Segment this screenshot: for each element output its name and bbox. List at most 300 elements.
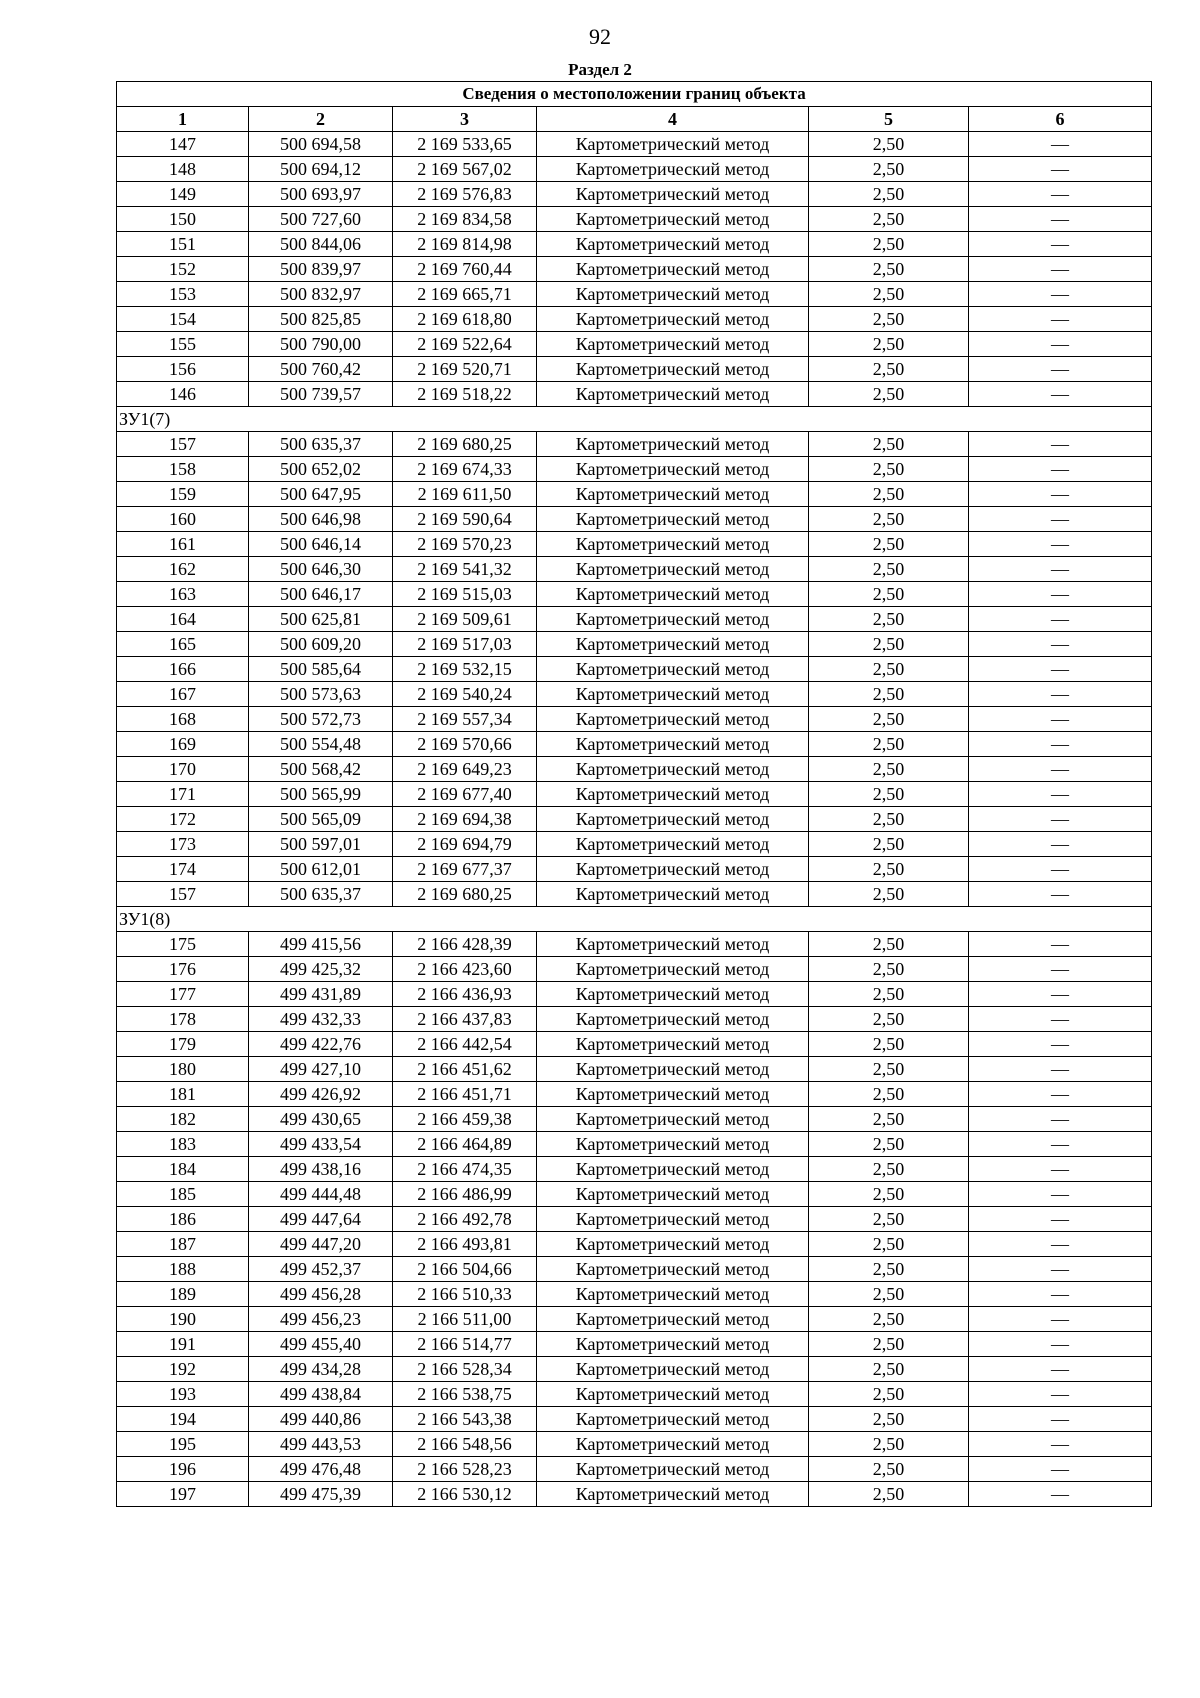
y-coordinate-cell: 2 169 570,66 — [393, 732, 537, 757]
accuracy-cell: 2,50 — [809, 1182, 969, 1207]
accuracy-cell: 2,50 — [809, 732, 969, 757]
table-row — [117, 932, 1152, 957]
x-coordinate-cell: 499 415,56 — [249, 932, 393, 957]
table-row — [117, 682, 1152, 707]
method-cell: Картометрический метод — [537, 1332, 809, 1357]
point-number-cell: 186 — [117, 1207, 249, 1232]
description-cell: — — [969, 657, 1152, 682]
accuracy-cell: 2,50 — [809, 807, 969, 832]
description-cell: — — [969, 1207, 1152, 1232]
y-coordinate-cell: 2 169 509,61 — [393, 607, 537, 632]
accuracy-cell: 2,50 — [809, 1132, 969, 1157]
table-row — [117, 557, 1152, 582]
x-coordinate-cell: 500 635,37 — [249, 882, 393, 907]
y-coordinate-cell: 2 166 428,39 — [393, 932, 537, 957]
x-coordinate-cell: 499 432,33 — [249, 1007, 393, 1032]
description-cell: — — [969, 1157, 1152, 1182]
method-cell: Картометрический метод — [537, 1407, 809, 1432]
y-coordinate-cell: 2 169 665,71 — [393, 282, 537, 307]
table-row — [117, 1082, 1152, 1107]
x-coordinate-cell: 499 438,84 — [249, 1382, 393, 1407]
y-coordinate-cell: 2 169 611,50 — [393, 482, 537, 507]
x-coordinate-cell: 500 554,48 — [249, 732, 393, 757]
method-cell: Картометрический метод — [537, 1282, 809, 1307]
description-cell: — — [969, 332, 1152, 357]
method-cell: Картометрический метод — [537, 832, 809, 857]
point-number-cell: 168 — [117, 707, 249, 732]
x-coordinate-cell: 499 452,37 — [249, 1257, 393, 1282]
y-coordinate-cell: 2 169 541,32 — [393, 557, 537, 582]
column-header: 4 — [537, 107, 809, 132]
method-cell: Картометрический метод — [537, 457, 809, 482]
table-row — [117, 1232, 1152, 1257]
point-number-cell: 176 — [117, 957, 249, 982]
point-number-cell: 194 — [117, 1407, 249, 1432]
accuracy-cell: 2,50 — [809, 207, 969, 232]
y-coordinate-cell: 2 169 570,23 — [393, 532, 537, 557]
method-cell: Картометрический метод — [537, 1082, 809, 1107]
table-row — [117, 282, 1152, 307]
table-row — [117, 807, 1152, 832]
y-coordinate-cell: 2 166 504,66 — [393, 1257, 537, 1282]
method-cell: Картометрический метод — [537, 1007, 809, 1032]
description-cell: — — [969, 157, 1152, 182]
table-row — [117, 757, 1152, 782]
accuracy-cell: 2,50 — [809, 232, 969, 257]
description-cell: — — [969, 1032, 1152, 1057]
y-coordinate-cell: 2 169 520,71 — [393, 357, 537, 382]
table-row — [117, 457, 1152, 482]
method-cell: Картометрический метод — [537, 1157, 809, 1182]
description-cell: — — [969, 557, 1152, 582]
point-number-cell: 147 — [117, 132, 249, 157]
y-coordinate-cell: 2 166 459,38 — [393, 1107, 537, 1132]
description-cell: — — [969, 932, 1152, 957]
description-cell: — — [969, 1282, 1152, 1307]
x-coordinate-cell: 500 694,58 — [249, 132, 393, 157]
table-caption-row — [117, 82, 1152, 107]
description-cell: — — [969, 1107, 1152, 1132]
table-row — [117, 582, 1152, 607]
x-coordinate-cell: 499 455,40 — [249, 1332, 393, 1357]
method-cell: Картометрический метод — [537, 232, 809, 257]
method-cell: Картометрический метод — [537, 1182, 809, 1207]
accuracy-cell: 2,50 — [809, 1382, 969, 1407]
y-coordinate-cell: 2 166 543,38 — [393, 1407, 537, 1432]
table-row — [117, 157, 1152, 182]
group-label: ЗУ1(8) — [117, 907, 1152, 932]
table-row — [117, 857, 1152, 882]
point-number-cell: 151 — [117, 232, 249, 257]
point-number-cell: 158 — [117, 457, 249, 482]
description-cell: — — [969, 682, 1152, 707]
table-row — [117, 832, 1152, 857]
x-coordinate-cell: 499 476,48 — [249, 1457, 393, 1482]
x-coordinate-cell: 500 647,95 — [249, 482, 393, 507]
point-number-cell: 178 — [117, 1007, 249, 1032]
y-coordinate-cell: 2 169 532,15 — [393, 657, 537, 682]
table-row — [117, 357, 1152, 382]
table-row — [117, 232, 1152, 257]
x-coordinate-cell: 499 447,20 — [249, 1232, 393, 1257]
point-number-cell: 188 — [117, 1257, 249, 1282]
accuracy-cell: 2,50 — [809, 1282, 969, 1307]
y-coordinate-cell: 2 169 590,64 — [393, 507, 537, 532]
table-row — [117, 207, 1152, 232]
y-coordinate-cell: 2 169 515,03 — [393, 582, 537, 607]
y-coordinate-cell: 2 166 436,93 — [393, 982, 537, 1007]
accuracy-cell: 2,50 — [809, 682, 969, 707]
accuracy-cell: 2,50 — [809, 1432, 969, 1457]
y-coordinate-cell: 2 166 486,99 — [393, 1182, 537, 1207]
description-cell: — — [969, 1082, 1152, 1107]
method-cell: Картометрический метод — [537, 957, 809, 982]
table-header-row — [117, 107, 1152, 132]
point-number-cell: 164 — [117, 607, 249, 632]
description-cell: — — [969, 532, 1152, 557]
point-number-cell: 163 — [117, 582, 249, 607]
point-number-cell: 191 — [117, 1332, 249, 1357]
table-row — [117, 1107, 1152, 1132]
method-cell: Картометрический метод — [537, 1307, 809, 1332]
description-cell: — — [969, 857, 1152, 882]
y-coordinate-cell: 2 166 510,33 — [393, 1282, 537, 1307]
accuracy-cell: 2,50 — [809, 1057, 969, 1082]
x-coordinate-cell: 500 693,97 — [249, 182, 393, 207]
point-number-cell: 185 — [117, 1182, 249, 1207]
method-cell: Картометрический метод — [537, 857, 809, 882]
y-coordinate-cell: 2 166 538,75 — [393, 1382, 537, 1407]
x-coordinate-cell: 500 760,42 — [249, 357, 393, 382]
y-coordinate-cell: 2 166 442,54 — [393, 1032, 537, 1057]
accuracy-cell: 2,50 — [809, 557, 969, 582]
method-cell: Картометрический метод — [537, 1432, 809, 1457]
method-cell: Картометрический метод — [537, 507, 809, 532]
description-cell: — — [969, 757, 1152, 782]
x-coordinate-cell: 500 572,73 — [249, 707, 393, 732]
group-row — [117, 407, 1152, 432]
table-row — [117, 607, 1152, 632]
point-number-cell: 195 — [117, 1432, 249, 1457]
x-coordinate-cell: 500 739,57 — [249, 382, 393, 407]
table-row — [117, 1007, 1152, 1032]
table-row — [117, 257, 1152, 282]
column-header: 1 — [117, 107, 249, 132]
accuracy-cell: 2,50 — [809, 382, 969, 407]
y-coordinate-cell: 2 166 492,78 — [393, 1207, 537, 1232]
point-number-cell: 161 — [117, 532, 249, 557]
point-number-cell: 175 — [117, 932, 249, 957]
y-coordinate-cell: 2 169 677,37 — [393, 857, 537, 882]
table-row — [117, 1057, 1152, 1082]
accuracy-cell: 2,50 — [809, 1407, 969, 1432]
table-row — [117, 1482, 1152, 1507]
point-number-cell: 157 — [117, 432, 249, 457]
description-cell: — — [969, 882, 1152, 907]
description-cell: — — [969, 1132, 1152, 1157]
table-row — [117, 1432, 1152, 1457]
method-cell: Картометрический метод — [537, 1032, 809, 1057]
description-cell: — — [969, 1307, 1152, 1332]
method-cell: Картометрический метод — [537, 757, 809, 782]
method-cell: Картометрический метод — [537, 1482, 809, 1507]
accuracy-cell: 2,50 — [809, 1332, 969, 1357]
accuracy-cell: 2,50 — [809, 1307, 969, 1332]
description-cell: — — [969, 607, 1152, 632]
accuracy-cell: 2,50 — [809, 1082, 969, 1107]
y-coordinate-cell: 2 169 814,98 — [393, 232, 537, 257]
description-cell: — — [969, 1182, 1152, 1207]
method-cell: Картометрический метод — [537, 282, 809, 307]
x-coordinate-cell: 500 612,01 — [249, 857, 393, 882]
accuracy-cell: 2,50 — [809, 1232, 969, 1257]
method-cell: Картометрический метод — [537, 632, 809, 657]
point-number-cell: 180 — [117, 1057, 249, 1082]
accuracy-cell: 2,50 — [809, 307, 969, 332]
y-coordinate-cell: 2 166 511,00 — [393, 1307, 537, 1332]
x-coordinate-cell: 499 426,92 — [249, 1082, 393, 1107]
x-coordinate-cell: 500 585,64 — [249, 657, 393, 682]
accuracy-cell: 2,50 — [809, 1032, 969, 1057]
x-coordinate-cell: 500 646,14 — [249, 532, 393, 557]
method-cell: Картометрический метод — [537, 182, 809, 207]
description-cell: — — [969, 632, 1152, 657]
table-row — [117, 707, 1152, 732]
description-cell: — — [969, 1007, 1152, 1032]
table-row — [117, 382, 1152, 407]
method-cell: Картометрический метод — [537, 532, 809, 557]
table-row — [117, 657, 1152, 682]
x-coordinate-cell: 500 646,98 — [249, 507, 393, 532]
group-label: ЗУ1(7) — [117, 407, 1152, 432]
y-coordinate-cell: 2 166 451,71 — [393, 1082, 537, 1107]
method-cell: Картометрический метод — [537, 582, 809, 607]
accuracy-cell: 2,50 — [809, 482, 969, 507]
table-row — [117, 1257, 1152, 1282]
method-cell: Картометрический метод — [537, 1207, 809, 1232]
y-coordinate-cell: 2 166 530,12 — [393, 1482, 537, 1507]
accuracy-cell: 2,50 — [809, 282, 969, 307]
description-cell: — — [969, 207, 1152, 232]
method-cell: Картометрический метод — [537, 932, 809, 957]
point-number-cell: 167 — [117, 682, 249, 707]
x-coordinate-cell: 499 440,86 — [249, 1407, 393, 1432]
point-number-cell: 169 — [117, 732, 249, 757]
accuracy-cell: 2,50 — [809, 582, 969, 607]
point-number-cell: 156 — [117, 357, 249, 382]
description-cell: — — [969, 782, 1152, 807]
point-number-cell: 177 — [117, 982, 249, 1007]
table-row — [117, 982, 1152, 1007]
table-row — [117, 1307, 1152, 1332]
accuracy-cell: 2,50 — [809, 157, 969, 182]
y-coordinate-cell: 2 169 522,64 — [393, 332, 537, 357]
point-number-cell: 196 — [117, 1457, 249, 1482]
point-number-cell: 171 — [117, 782, 249, 807]
accuracy-cell: 2,50 — [809, 507, 969, 532]
method-cell: Картометрический метод — [537, 307, 809, 332]
description-cell: — — [969, 1232, 1152, 1257]
description-cell: — — [969, 132, 1152, 157]
accuracy-cell: 2,50 — [809, 932, 969, 957]
table-row — [117, 1382, 1152, 1407]
y-coordinate-cell: 2 166 514,77 — [393, 1332, 537, 1357]
accuracy-cell: 2,50 — [809, 257, 969, 282]
point-number-cell: 154 — [117, 307, 249, 332]
description-cell: — — [969, 957, 1152, 982]
point-number-cell: 187 — [117, 1232, 249, 1257]
y-coordinate-cell: 2 169 540,24 — [393, 682, 537, 707]
table-caption: Сведения о местоположении границ объекта — [117, 82, 1152, 107]
table-row — [117, 732, 1152, 757]
y-coordinate-cell: 2 169 760,44 — [393, 257, 537, 282]
method-cell: Картометрический метод — [537, 682, 809, 707]
x-coordinate-cell: 499 433,54 — [249, 1132, 393, 1157]
method-cell: Картометрический метод — [537, 882, 809, 907]
point-number-cell: 162 — [117, 557, 249, 582]
x-coordinate-cell: 500 825,85 — [249, 307, 393, 332]
table-row — [117, 632, 1152, 657]
table-row — [117, 1032, 1152, 1057]
x-coordinate-cell: 500 646,30 — [249, 557, 393, 582]
table-row — [117, 1357, 1152, 1382]
y-coordinate-cell: 2 169 517,03 — [393, 632, 537, 657]
point-number-cell: 197 — [117, 1482, 249, 1507]
description-cell: — — [969, 307, 1152, 332]
point-number-cell: 174 — [117, 857, 249, 882]
point-number-cell: 189 — [117, 1282, 249, 1307]
x-coordinate-cell: 500 625,81 — [249, 607, 393, 632]
method-cell: Картометрический метод — [537, 557, 809, 582]
method-cell: Картометрический метод — [537, 1357, 809, 1382]
y-coordinate-cell: 2 169 680,25 — [393, 882, 537, 907]
point-number-cell: 190 — [117, 1307, 249, 1332]
description-cell: — — [969, 1432, 1152, 1457]
y-coordinate-cell: 2 169 834,58 — [393, 207, 537, 232]
accuracy-cell: 2,50 — [809, 782, 969, 807]
table-row — [117, 1157, 1152, 1182]
point-number-cell: 184 — [117, 1157, 249, 1182]
method-cell: Картометрический метод — [537, 1232, 809, 1257]
y-coordinate-cell: 2 166 423,60 — [393, 957, 537, 982]
description-cell: — — [969, 432, 1152, 457]
description-cell: — — [969, 582, 1152, 607]
table-row — [117, 182, 1152, 207]
x-coordinate-cell: 500 609,20 — [249, 632, 393, 657]
description-cell: — — [969, 182, 1152, 207]
point-number-cell: 155 — [117, 332, 249, 357]
accuracy-cell: 2,50 — [809, 707, 969, 732]
y-coordinate-cell: 2 166 437,83 — [393, 1007, 537, 1032]
accuracy-cell: 2,50 — [809, 632, 969, 657]
x-coordinate-cell: 500 652,02 — [249, 457, 393, 482]
point-number-cell: 183 — [117, 1132, 249, 1157]
method-cell: Картометрический метод — [537, 1257, 809, 1282]
table-row — [117, 507, 1152, 532]
method-cell: Картометрический метод — [537, 982, 809, 1007]
x-coordinate-cell: 500 839,97 — [249, 257, 393, 282]
method-cell: Картометрический метод — [537, 1107, 809, 1132]
accuracy-cell: 2,50 — [809, 332, 969, 357]
table-row — [117, 432, 1152, 457]
description-cell: — — [969, 707, 1152, 732]
method-cell: Картометрический метод — [537, 1382, 809, 1407]
x-coordinate-cell: 500 727,60 — [249, 207, 393, 232]
table-row — [117, 882, 1152, 907]
y-coordinate-cell: 2 169 557,34 — [393, 707, 537, 732]
y-coordinate-cell: 2 169 567,02 — [393, 157, 537, 182]
accuracy-cell: 2,50 — [809, 457, 969, 482]
method-cell: Картометрический метод — [537, 207, 809, 232]
y-coordinate-cell: 2 166 528,23 — [393, 1457, 537, 1482]
method-cell: Картометрический метод — [537, 1457, 809, 1482]
description-cell: — — [969, 1482, 1152, 1507]
description-cell: — — [969, 482, 1152, 507]
method-cell: Картометрический метод — [537, 782, 809, 807]
table-body — [117, 82, 1152, 1507]
accuracy-cell: 2,50 — [809, 532, 969, 557]
description-cell: — — [969, 732, 1152, 757]
method-cell: Картометрический метод — [537, 1132, 809, 1157]
method-cell: Картометрический метод — [537, 1057, 809, 1082]
y-coordinate-cell: 2 169 518,22 — [393, 382, 537, 407]
method-cell: Картометрический метод — [537, 607, 809, 632]
x-coordinate-cell: 500 568,42 — [249, 757, 393, 782]
description-cell: — — [969, 1057, 1152, 1082]
y-coordinate-cell: 2 169 649,23 — [393, 757, 537, 782]
table-row — [117, 1282, 1152, 1307]
table-row — [117, 1332, 1152, 1357]
accuracy-cell: 2,50 — [809, 1457, 969, 1482]
method-cell: Картометрический метод — [537, 807, 809, 832]
point-number-cell: 153 — [117, 282, 249, 307]
x-coordinate-cell: 499 427,10 — [249, 1057, 393, 1082]
x-coordinate-cell: 500 694,12 — [249, 157, 393, 182]
description-cell: — — [969, 807, 1152, 832]
point-number-cell: 149 — [117, 182, 249, 207]
description-cell: — — [969, 832, 1152, 857]
boundary-coordinates-table — [116, 81, 1152, 1507]
description-cell: — — [969, 1257, 1152, 1282]
x-coordinate-cell: 499 456,23 — [249, 1307, 393, 1332]
point-number-cell: 157 — [117, 882, 249, 907]
point-number-cell: 173 — [117, 832, 249, 857]
description-cell: — — [969, 1457, 1152, 1482]
x-coordinate-cell: 499 438,16 — [249, 1157, 393, 1182]
table-row — [117, 1182, 1152, 1207]
point-number-cell: 160 — [117, 507, 249, 532]
group-row — [117, 907, 1152, 932]
point-number-cell: 179 — [117, 1032, 249, 1057]
table-row — [117, 132, 1152, 157]
description-cell: — — [969, 457, 1152, 482]
method-cell: Картометрический метод — [537, 732, 809, 757]
x-coordinate-cell: 499 444,48 — [249, 1182, 393, 1207]
description-cell: — — [969, 1357, 1152, 1382]
x-coordinate-cell: 500 790,00 — [249, 332, 393, 357]
accuracy-cell: 2,50 — [809, 1482, 969, 1507]
accuracy-cell: 2,50 — [809, 1207, 969, 1232]
y-coordinate-cell: 2 169 694,38 — [393, 807, 537, 832]
y-coordinate-cell: 2 169 680,25 — [393, 432, 537, 457]
point-number-cell: 181 — [117, 1082, 249, 1107]
page-number: 92 — [589, 24, 611, 49]
description-cell: — — [969, 507, 1152, 532]
accuracy-cell: 2,50 — [809, 1357, 969, 1382]
x-coordinate-cell: 499 425,32 — [249, 957, 393, 982]
column-header: 6 — [969, 107, 1152, 132]
method-cell: Картометрический метод — [537, 707, 809, 732]
